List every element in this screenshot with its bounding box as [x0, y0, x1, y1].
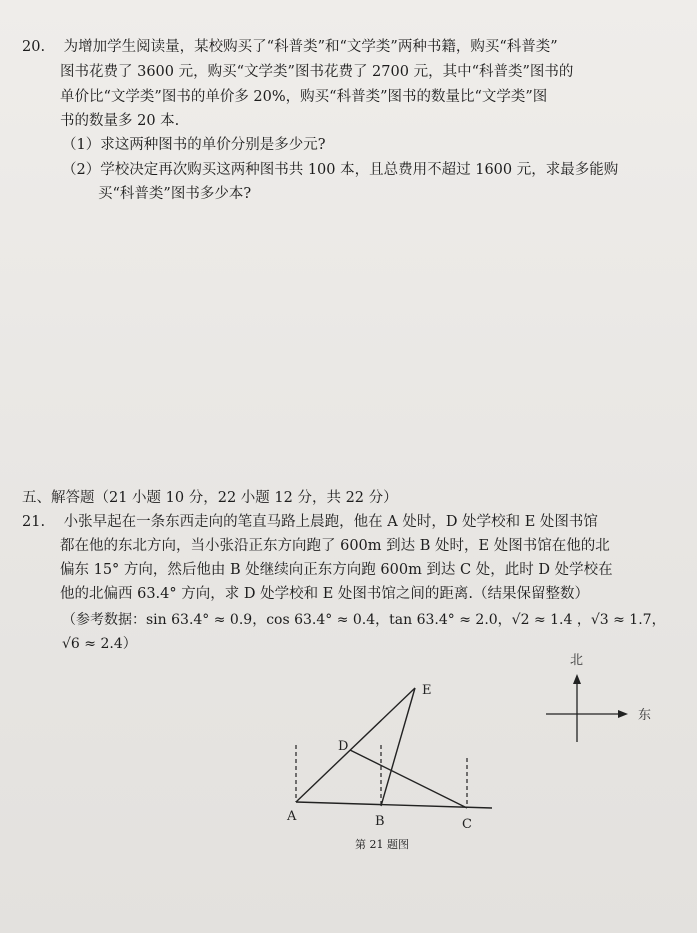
q20-number: 20. [22, 39, 46, 55]
q21-text-4: 他的北偏西 63.4° 方向，求 D 处学校和 E 处图书馆之间的距离.（结果保留整数） [60, 586, 590, 602]
q20-part2-line1: （2）学校决定再次购买这两种图书共 100 本，且总费用不超过 1600 元，求最多能购 [62, 162, 619, 178]
label-d: D [338, 739, 349, 754]
compass-east-label: 东 [638, 708, 652, 723]
segment-a-e [296, 688, 415, 802]
compass-north-arrow [573, 674, 581, 684]
q20-text-2: 图书花费了 3600 元，购买“文学类”图书花费了 2700 元，其中“科普类”图书的 [60, 64, 574, 80]
road-line [296, 802, 492, 808]
q20-text-1: 为增加学生阅读量，某校购买了“科普类”和“文学类”两种书籍，购买“科普类” [63, 39, 558, 55]
q21-reference-data-2: √6 ≈ 2.4） [62, 636, 137, 652]
segment-b-e [381, 688, 415, 806]
q21-text-2: 都在他的东北方向，当小张沿正东方向跑了 600m 到达 B 处时，E 处图书馆在他的北 [60, 538, 610, 554]
q20-part2-line2: 买“科普类”图书多少本? [98, 186, 252, 202]
segment-d-c [350, 750, 467, 808]
label-a: A [287, 809, 297, 824]
figure-caption: 第 21 题图 [355, 838, 409, 851]
label-b: B [375, 814, 385, 829]
q20-text-3: 单价比“文学类”图书的单价多 20%，购买“科普类”图书的数量比“文学类”图 [60, 89, 548, 105]
section-title: 五、解答题（21 小题 10 分，22 小题 12 分，共 22 分） [22, 490, 398, 506]
label-c: C [462, 817, 472, 832]
compass-north-label: 北 [570, 653, 584, 668]
compass-east-arrow [618, 710, 628, 718]
q21-text-1: 小张早起在一条东西走向的笔直马路上晨跑，他在 A 处时，D 处学校和 E 处图书馆 [63, 514, 598, 530]
q20-part1: （1）求这两种图书的单价分别是多少元? [62, 137, 326, 153]
q21-reference-data-1: （参考数据：sin 63.4° ≈ 0.9，cos 63.4° ≈ 0.4，tan 63.4° ≈ 2.0，√2 ≈ 1.4 ，√3 ≈ 1.7， [62, 612, 666, 628]
q20-text-4: 书的数量多 20 本. [60, 113, 180, 129]
q21-text-3: 偏东 15° 方向，然后他由 B 处继续向正东方向跑 600m 到达 C 处，此时 D 处学校在 [60, 562, 613, 578]
label-e: E [422, 683, 432, 698]
q21-number: 21. [22, 514, 46, 530]
